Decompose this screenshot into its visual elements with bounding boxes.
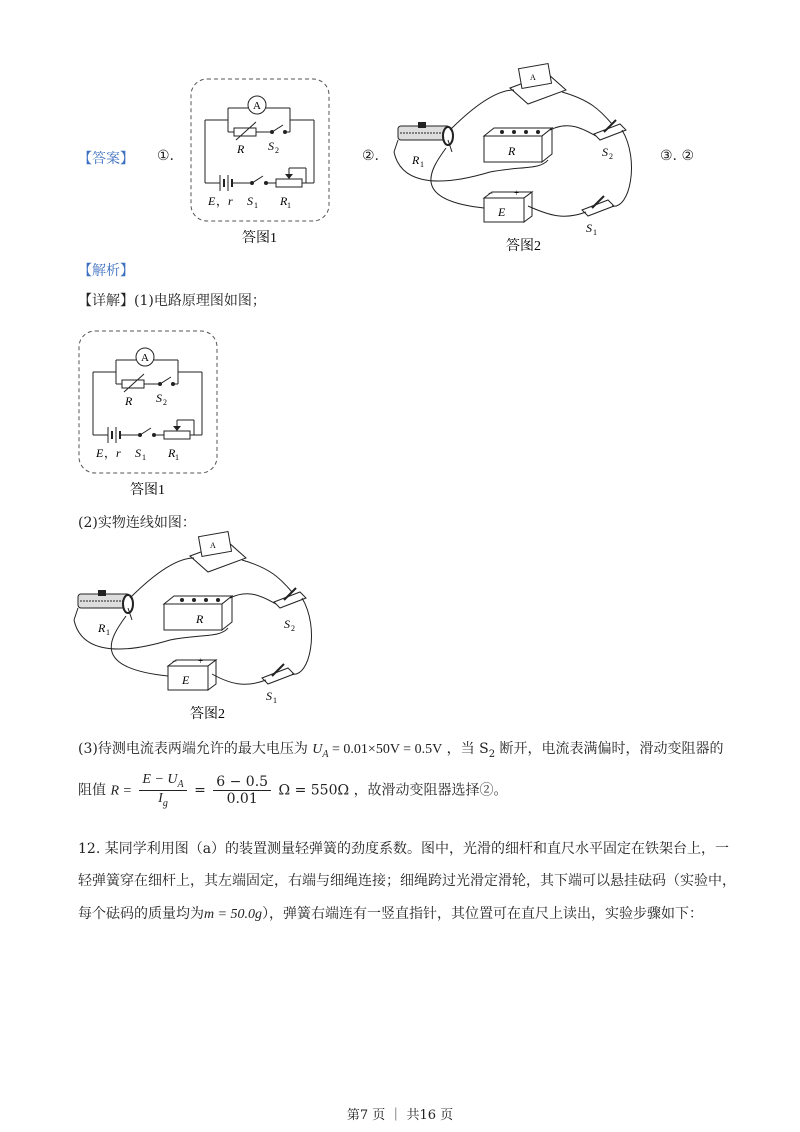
label-R1-sub: 1 — [287, 201, 291, 210]
circuit-diagram-top — [190, 78, 330, 248]
ammeter-label-2: A — [141, 352, 149, 364]
text-3-suffix: ，当 S — [446, 741, 489, 757]
svg-text:1: 1 — [106, 628, 110, 637]
wiring-caption: 答图2 — [506, 239, 541, 254]
svg-text:r: r — [116, 446, 121, 460]
svg-text:R: R — [98, 621, 106, 635]
text-4-prefix: 阻值 — [78, 782, 106, 799]
text-4: 阻值 R = $\frac{E - U_A}{I_g}$ = $\frac{6 - 0.5}{0.01}$ Ω = 550Ω ，故滑动变阻器选择②。 — [78, 772, 508, 809]
result: Ω = 550Ω — [278, 782, 350, 799]
ammeter-label: A — [253, 100, 261, 112]
svg-text:S: S — [266, 689, 272, 703]
wiring-diagram-mid — [70, 528, 325, 723]
label-S2: S — [268, 139, 274, 153]
text-3-prefix: (3)待测电流表两端允许的最大电压为 — [78, 741, 308, 757]
fraction-2: $\frac{6 - 0.5}{0.01}$ — [213, 774, 271, 807]
svg-text:1: 1 — [175, 453, 179, 462]
svg-text:E: E — [182, 673, 190, 687]
svg-text:−: − — [488, 188, 494, 198]
svg-text:1: 1 — [142, 453, 146, 462]
text-2: (2)实物连线如图： — [78, 515, 196, 531]
wiring-diagram-top — [390, 60, 645, 255]
label-r: r — [228, 194, 233, 208]
page-footer: 第7 页 ｜ 共16 页 — [346, 1108, 454, 1123]
wiring-caption-2: 答图2 — [190, 707, 225, 722]
svg-text:A: A — [530, 73, 536, 82]
text-3-formula: $U_A = 0.01\times 50V = 0.5V$ — [312, 742, 443, 760]
q12-line-2: 轻弹簧穿在细杆上，其左端固定，右端与细绳连接；细绳跨过光滑定滑轮，其下端可以悬挂砝码（实验中， — [78, 873, 736, 889]
label-S2-sub: 2 — [275, 146, 279, 155]
svg-text:S: S — [156, 391, 162, 405]
circuit-caption-2: 答图1 — [130, 483, 165, 498]
svg-text:R: R — [168, 446, 176, 460]
circuit-diagram-mid — [78, 330, 218, 500]
answer-part-2: ②. — [362, 148, 380, 164]
svg-text:+: + — [198, 656, 204, 666]
analysis-label: 【解析】 — [78, 263, 134, 279]
svg-text:1: 1 — [593, 228, 597, 237]
r-equation: R = — [110, 783, 132, 799]
label-comma: ， — [216, 194, 229, 208]
text-3: (3)待测电流表两端允许的最大电压为 $U_A = 0.01\times 50V = 0.5V$ ，当 $S_2$ 断开，电流表满偏时，滑动变阻器的 — [78, 741, 724, 760]
label-S1: S — [247, 194, 253, 208]
svg-text:2: 2 — [291, 624, 295, 633]
q12-line-1: 12. 某同学利用图（a）的装置测量轻弹簧的劲度系数。图中，光滑的细杆和直尺水平固定在铁架台上，一 — [78, 841, 730, 857]
svg-text:S: S — [284, 617, 290, 631]
answer-part-1: ①. — [157, 148, 175, 164]
svg-text:−: − — [172, 656, 178, 666]
fraction-1: $\frac{E - U_A}{I_g}$ — [139, 772, 186, 809]
svg-text:A: A — [210, 541, 216, 550]
svg-text:1: 1 — [273, 696, 277, 705]
circuit-caption: 答图1 — [242, 231, 277, 246]
svg-text:E: E — [96, 446, 104, 460]
detail-text: (1)电路原理图如图； — [134, 293, 266, 309]
svg-text:2: 2 — [163, 398, 167, 407]
svg-text:1: 1 — [420, 160, 424, 169]
detail-label: 【详解】 — [78, 293, 134, 309]
detail-line — [78, 290, 266, 310]
svg-text:S: S — [135, 446, 141, 460]
svg-text:R: R — [508, 144, 516, 158]
svg-text:R: R — [412, 153, 420, 167]
svg-text:2: 2 — [609, 152, 613, 161]
text-4-suffix: ，故滑动变阻器选择②。 — [353, 782, 508, 799]
svg-text:R: R — [196, 612, 204, 626]
label-R1: R — [280, 194, 288, 208]
svg-text:S: S — [586, 221, 592, 235]
svg-text:R: R — [125, 394, 133, 408]
answer-label: 【答案】 — [78, 151, 134, 167]
svg-text:E: E — [498, 205, 506, 219]
label-E: E — [208, 194, 216, 208]
svg-text:+: + — [514, 188, 520, 198]
answer-part-3: ③. ② — [660, 148, 695, 164]
q12-line-3: 每个砝码的质量均为m = 50.0g），弹簧右端连有一竖直指针，其位置可在直尺上读出，实验步骤如下： — [78, 906, 704, 922]
svg-text:S: S — [602, 145, 608, 159]
label-S1-sub: 1 — [254, 201, 258, 210]
label-R: R — [237, 142, 245, 156]
svg-text:，: ， — [104, 446, 117, 460]
